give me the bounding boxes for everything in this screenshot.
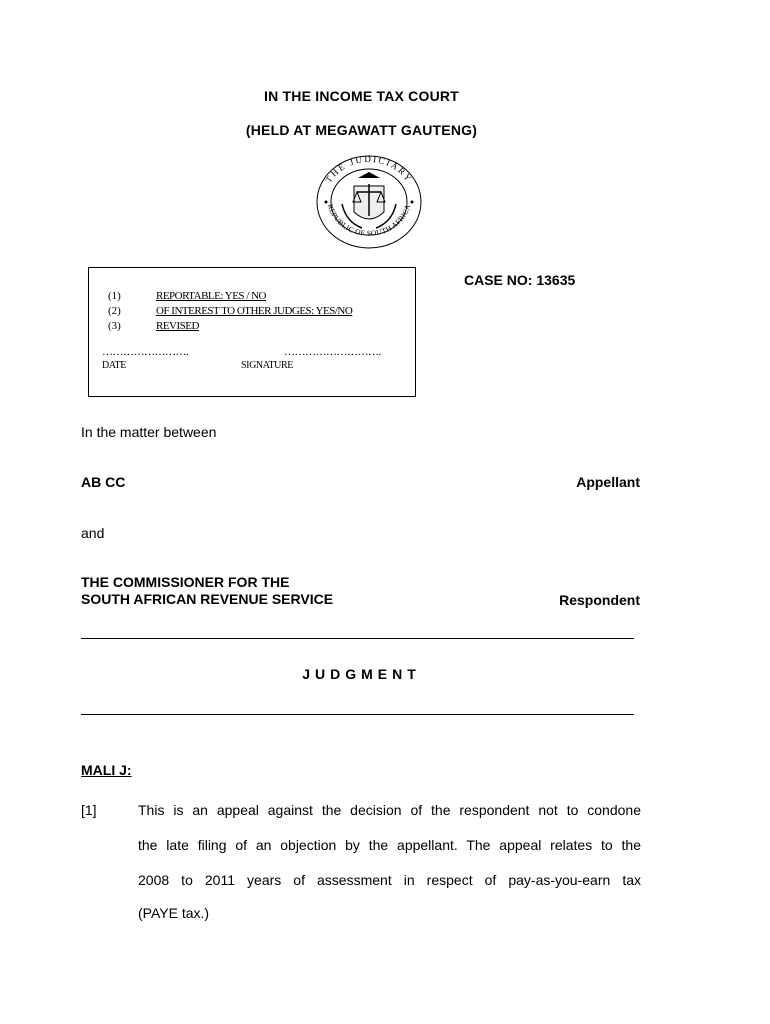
divider-bottom: [81, 714, 634, 715]
signature-dots: ……………………….: [284, 346, 381, 358]
divider-top: [81, 638, 634, 639]
judiciary-seal-icon: [314, 154, 424, 250]
seal-bottom-text: REPUBLIC OF SOUTH AFRICA: [325, 203, 413, 238]
paragraph-number: [1]: [81, 802, 97, 818]
court-location: (HELD AT MEGAWATT GAUTENG): [245, 122, 478, 138]
judge-name: MALI J:: [81, 762, 132, 778]
appellant-role: Appellant: [576, 474, 640, 490]
matter-intro: In the matter between: [81, 424, 217, 440]
court-title: IN THE INCOME TAX COURT: [264, 88, 459, 104]
paragraph-line: (PAYE tax.): [138, 905, 210, 921]
seal-top-text: THE JUDICIARY: [323, 154, 415, 185]
paragraph-line: 2008 to 2011 years of assessment in respect of pay-as-you-earn tax: [138, 872, 641, 888]
date-label: DATE: [102, 360, 126, 371]
paragraph-line: the late filing of an objection by the appellant. The appeal relates to the: [138, 837, 641, 853]
judgment-heading: JUDGMENT: [302, 666, 421, 682]
conjunction: and: [81, 525, 105, 541]
reportable-item-1: (1) REPORTABLE: YES / NO: [108, 290, 266, 302]
reportable-item-2: (2) OF INTEREST TO OTHER JUDGES: YES/NO: [108, 305, 353, 317]
date-dots: …………………….: [102, 346, 189, 358]
appellant-name: AB CC: [81, 474, 126, 490]
respondent-name-line2: SOUTH AFRICAN REVENUE SERVICE: [81, 591, 334, 607]
reportable-box: [88, 267, 416, 397]
respondent-name-line1: THE COMMISSIONER FOR THE: [81, 574, 290, 590]
signature-label: SIGNATURE: [241, 360, 293, 371]
case-number: CASE NO: 13635: [464, 272, 576, 288]
paragraph-line: This is an appeal against the decision of the respondent not to condone: [138, 802, 641, 818]
respondent-role: Respondent: [559, 592, 640, 608]
reportable-item-3: (3) REVISED: [108, 320, 199, 332]
